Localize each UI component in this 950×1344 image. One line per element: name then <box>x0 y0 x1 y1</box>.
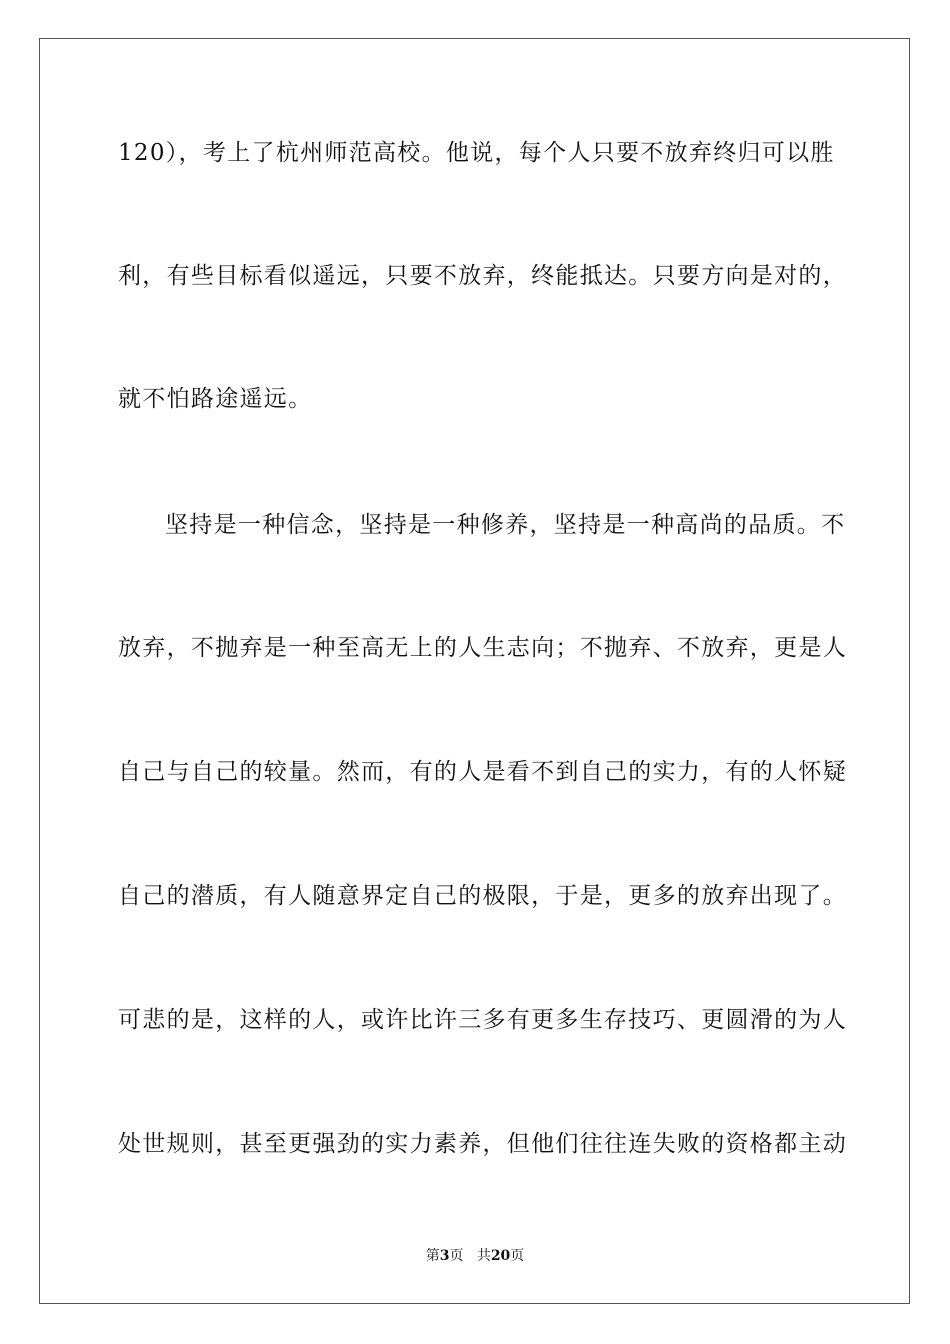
text-line: 处世规则，甚至更强劲的实力素养，但他们往往连失败的资格都主动 <box>118 1131 847 1157</box>
text-line: 120），考上了杭州师范高校。他说，每个人只要不放弃终归可以胜 <box>118 140 835 166</box>
text-line: 可悲的是，这样的人，或许比许三多有更多生存技巧、更圆滑的为人 <box>118 1007 847 1033</box>
paragraph-first-line: 坚持是一种信念，坚持是一种修养，坚持是一种高尚的品质。不 <box>165 512 846 538</box>
page-suffix: 页 <box>449 1248 464 1264</box>
total-prefix: 共 <box>476 1248 491 1264</box>
page-number: 3 <box>439 1248 450 1264</box>
text-line: 利，有些目标看似遥远，只要不放弃，终能抵达。只要方向是对的， <box>118 263 847 289</box>
page-footer <box>0 1247 950 1265</box>
total-pages: 20 <box>490 1248 511 1264</box>
text-line: 放弃，不抛弃是一种至高无上的人生志向；不抛弃、不放弃，更是人 <box>118 635 847 661</box>
total-suffix: 页 <box>510 1248 525 1264</box>
text-line: 就不怕路途遥远。 <box>118 386 313 412</box>
page-border <box>39 38 910 1304</box>
page-prefix: 第 <box>425 1248 440 1264</box>
text-line: 自己与自己的较量。然而，有的人是看不到自己的实力，有的人怀疑 <box>118 759 847 785</box>
text-line: 自己的潜质，有人随意界定自己的极限，于是，更多的放弃出现了。 <box>118 883 847 909</box>
